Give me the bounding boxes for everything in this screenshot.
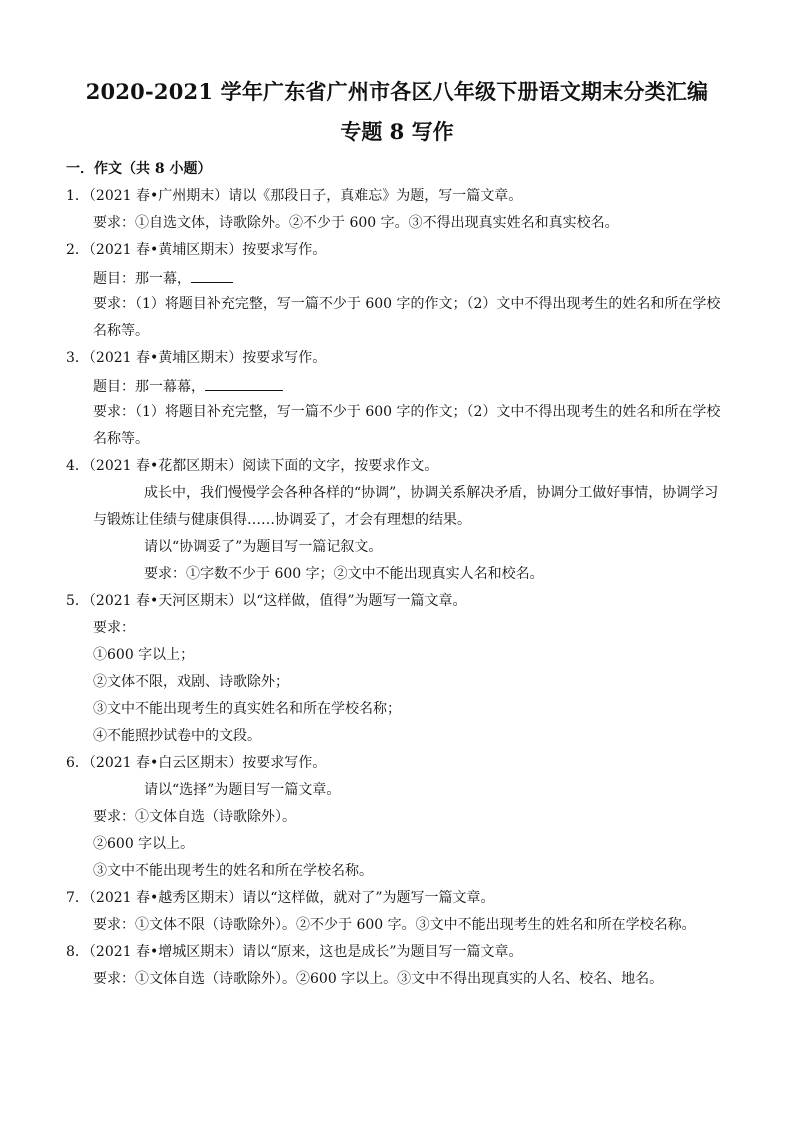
- question-6-lead: 6．（2021 春•白云区期末）按要求写作。: [66, 755, 327, 771]
- question-8-requirement: 要求：①文体自选（诗歌除外）。②600 字以上。③文中不得出现真实的人名、校名、地名。: [93, 971, 664, 987]
- question-2-prompt: [93, 266, 233, 290]
- question-7-lead: 7．（2021 春•越秀区期末）请以“这样做，就对了”为题写一篇文章。: [66, 890, 495, 906]
- question-3-prompt: [93, 374, 283, 398]
- question-4-passage-line-1: 成长中，我们慢慢学会各种各样的“协调”，协调关系解决矛盾，协调分工做好事情，协调学习: [144, 485, 719, 501]
- document-title: 2020-2021 学年广东省广州市各区八年级下册语文期末分类汇编: [85, 79, 709, 104]
- question-6-requirement-2: ②600 字以上。: [93, 836, 195, 852]
- question-3-prompt-label: 题目：那一幕幕，: [93, 379, 205, 395]
- question-5-requirement-1: ①600 字以上；: [93, 647, 195, 663]
- question-3-requirement: 要求：（1）将题目补充完整，写一篇不少于 600 字的作文；（2）文中不得出现考生的姓名和所在学校: [93, 404, 721, 420]
- question-4-requirement: 要求：①字数不少于 600 字；②文中不能出现真实人名和校名。: [144, 566, 544, 582]
- question-5-lead: 5．（2021 春•天河区期末）以“这样做，值得”为题写一篇文章。: [66, 593, 467, 609]
- question-4-lead: 4．（2021 春•花都区期末）阅读下面的文字，按要求作文。: [66, 458, 439, 474]
- question-3-lead: 3．（2021 春•黄埔区期末）按要求写作。: [66, 350, 327, 366]
- question-4-instruction: 请以“协调妥了”为题目写一篇记叙文。: [144, 539, 383, 555]
- question-4-passage-line-2: 与锻炼让佳绩与健康俱得……协调妥了，才会有理想的结果。: [93, 512, 471, 528]
- question-5-requirement-3: ③文中不能出现考生的真实姓名和所在学校名称；: [93, 701, 401, 717]
- question-5-requirement-label: 要求：: [93, 620, 135, 636]
- question-3-fill-blank: [205, 374, 283, 391]
- question-2-lead: 2．（2021 春•黄埔区期末）按要求写作。: [66, 242, 327, 258]
- section-heading: 一．作文（共 8 小题）: [66, 161, 212, 177]
- question-2-requirement-cont: 名称等。: [93, 323, 149, 339]
- question-6-instruction: 请以“选择”为题目写一篇文章。: [144, 782, 341, 798]
- document-subtitle: 专题 8 写作: [340, 119, 454, 144]
- question-7-requirement: 要求：①文体不限（诗歌除外）。②不少于 600 字。③文中不能出现考生的姓名和所在学校名称。: [93, 917, 696, 933]
- question-1-requirement: 要求：①自选文体，诗歌除外。②不少于 600 字。③不得出现真实姓名和真实校名。: [93, 215, 619, 231]
- question-6-requirement-1: 要求：①文体自选（诗歌除外）。: [93, 809, 296, 825]
- question-2-fill-blank: [191, 266, 233, 283]
- question-5-requirement-4: ④不能照抄试卷中的文段。: [93, 728, 261, 744]
- question-5-requirement-2: ②文体不限，戏剧、诗歌除外；: [93, 674, 289, 690]
- question-8-lead: 8．（2021 春•增城区期末）请以“原来，这也是成长”为题目写一篇文章。: [66, 944, 523, 960]
- question-3-requirement-cont: 名称等。: [93, 431, 149, 447]
- question-2-prompt-label: 题目：那一幕，: [93, 271, 191, 287]
- question-6-requirement-3: ③文中不能出现考生的姓名和所在学校名称。: [93, 863, 373, 879]
- question-1-lead: 1．（2021 春•广州期末）请以《那段日子，真难忘》为题，写一篇文章。: [66, 188, 523, 204]
- question-2-requirement: 要求：（1）将题目补充完整，写一篇不少于 600 字的作文；（2）文中不得出现考生的姓名和所在学校: [93, 296, 721, 312]
